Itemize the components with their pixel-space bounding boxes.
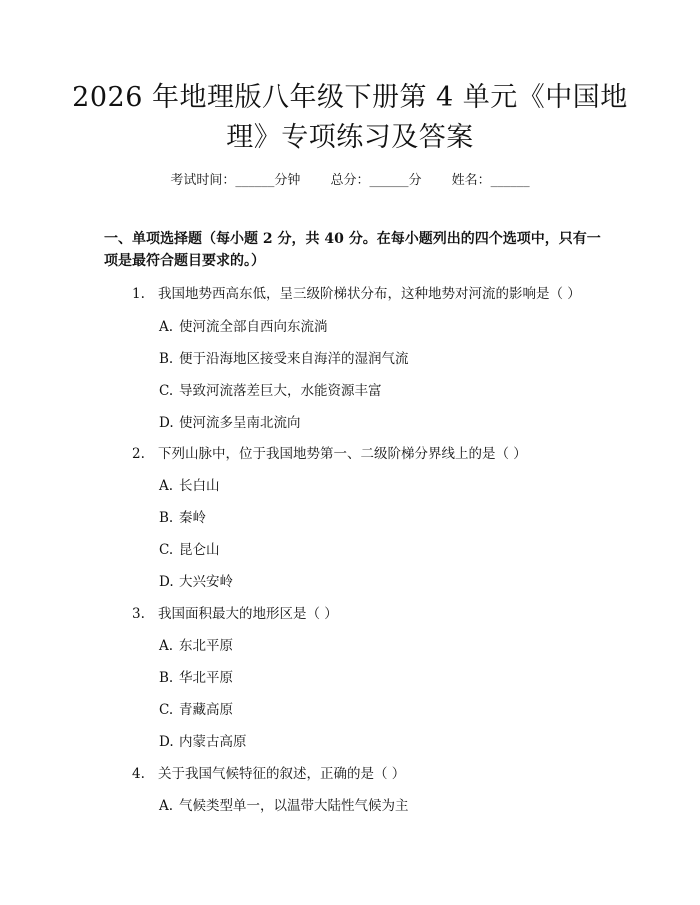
option-2b	[159, 506, 206, 526]
option-3d	[159, 730, 247, 750]
option-letter: A.	[159, 319, 174, 335]
option-text: 使河流多呈南北流向	[179, 415, 301, 431]
option-text: 使河流全部自西向东流淌	[179, 319, 328, 335]
option-letter: B.	[159, 351, 174, 367]
question-text: 我国面积最大的地形区是（ ）	[158, 606, 338, 622]
question-2	[132, 442, 527, 462]
option-text: 秦岭	[179, 510, 206, 526]
question-number: 4.	[132, 766, 145, 782]
option-letter: D.	[159, 734, 174, 750]
option-3c	[159, 698, 233, 718]
question-number: 1.	[132, 286, 145, 302]
option-letter: A.	[159, 798, 174, 814]
option-text: 导致河流落差巨大，水能资源丰富	[179, 383, 382, 399]
question-number: 2.	[132, 446, 145, 462]
option-letter: C.	[159, 702, 174, 718]
option-letter: D.	[159, 574, 174, 590]
option-letter: B.	[159, 510, 174, 526]
option-1c	[159, 379, 382, 399]
total-score: 总分：______分	[330, 173, 422, 188]
option-2d	[159, 570, 233, 590]
option-1b	[159, 347, 409, 367]
question-4	[132, 762, 405, 782]
option-text: 华北平原	[179, 670, 233, 686]
option-letter: D.	[159, 415, 174, 431]
option-letter: C.	[159, 383, 174, 399]
option-letter: C.	[159, 542, 174, 558]
title-line-1: 2026 年地理版八年级下册第 4 单元《中国地	[72, 82, 628, 113]
question-text: 我国地势西高东低，呈三级阶梯状分布，这种地势对河流的影响是（ ）	[158, 286, 581, 302]
option-1d	[159, 411, 301, 431]
option-1a	[159, 315, 328, 335]
option-3a	[159, 634, 233, 654]
student-name: 姓名：______	[451, 173, 530, 188]
exam-meta	[0, 169, 700, 188]
title-line-2: 理》专项练习及答案	[226, 122, 474, 153]
option-letter: A.	[159, 478, 174, 494]
option-text: 大兴安岭	[179, 574, 233, 590]
question-3	[132, 602, 338, 622]
section-heading: 一、单项选择题（每小题 2 分，共 40 分。在每小题列出的四个选项中，只有一项是最符合题目要求的。）	[104, 231, 601, 269]
document-title	[60, 78, 640, 158]
question-number: 3.	[132, 606, 145, 622]
question-text: 关于我国气候特征的叙述，正确的是（ ）	[158, 766, 406, 782]
exam-time: 考试时间：______分钟	[170, 173, 301, 188]
option-text: 内蒙古高原	[179, 734, 247, 750]
option-text: 东北平原	[179, 638, 233, 654]
question-text: 下列山脉中，位于我国地势第一、二级阶梯分界线上的是（ ）	[158, 446, 527, 462]
option-2a	[159, 474, 220, 494]
option-letter: A.	[159, 638, 174, 654]
option-4a	[159, 794, 409, 814]
option-text: 昆仑山	[179, 542, 220, 558]
option-text: 便于沿海地区接受来自海洋的湿润气流	[179, 351, 409, 367]
option-text: 青藏高原	[179, 702, 233, 718]
question-1	[132, 282, 581, 302]
option-letter: B.	[159, 670, 174, 686]
option-2c	[159, 538, 220, 558]
option-text: 长白山	[179, 478, 220, 494]
option-text: 气候类型单一，以温带大陆性气候为主	[179, 798, 409, 814]
option-3b	[159, 666, 233, 686]
